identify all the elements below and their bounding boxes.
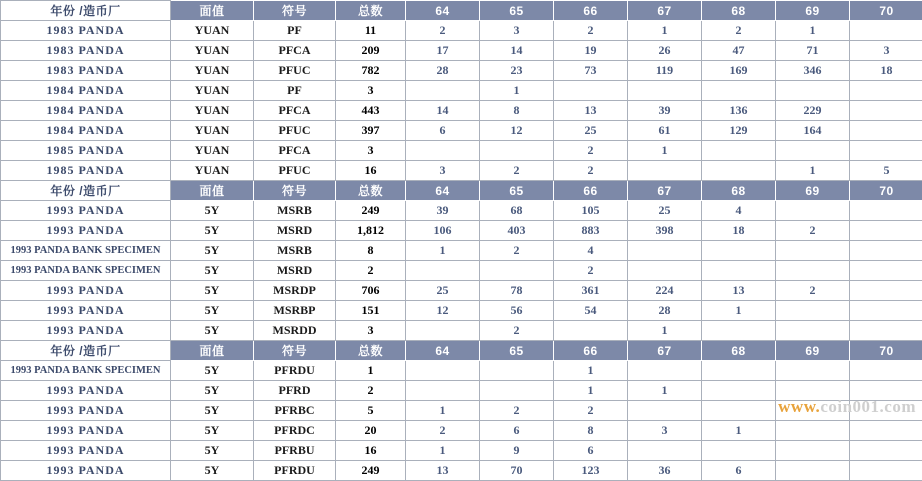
cell-value: YUAN	[171, 161, 254, 181]
cell-value: 403	[480, 221, 554, 241]
cell-year-mint: 1983 PANDA	[1, 41, 171, 61]
cell-value: 39	[628, 101, 702, 121]
cell-value	[628, 361, 702, 381]
table-row	[1, 41, 922, 61]
cell-value	[850, 141, 922, 161]
cell-year-mint: 1993 PANDA	[1, 321, 171, 341]
cell-value: 106	[406, 221, 480, 241]
cell-value: 6	[702, 461, 776, 481]
cell-value	[776, 441, 850, 461]
cell-value: YUAN	[171, 41, 254, 61]
table-row	[1, 81, 922, 101]
cell-value: MSRD	[254, 221, 336, 241]
cell-value: 2	[406, 421, 480, 441]
cell-year-mint: 1993 PANDA	[1, 461, 171, 481]
column-header: 年份 /造币厂	[1, 1, 171, 21]
column-header: 符号	[254, 341, 336, 361]
cell-value: 5Y	[171, 221, 254, 241]
cell-value: PFRBC	[254, 401, 336, 421]
cell-value: 4	[554, 241, 628, 261]
cell-value: YUAN	[171, 21, 254, 41]
cell-value: MSRB	[254, 241, 336, 261]
cell-value: 1	[628, 381, 702, 401]
cell-value: 1	[554, 361, 628, 381]
cell-value: 70	[480, 461, 554, 481]
column-header: 64	[406, 341, 480, 361]
table-row	[1, 121, 922, 141]
cell-value: 28	[406, 61, 480, 81]
cell-value	[776, 361, 850, 381]
cell-year-mint: 1985 PANDA	[1, 141, 171, 161]
cell-value: 5Y	[171, 261, 254, 281]
cell-value	[702, 241, 776, 261]
cell-value: 1	[702, 301, 776, 321]
cell-value: PFCA	[254, 101, 336, 121]
cell-value	[702, 161, 776, 181]
table-row	[1, 441, 922, 461]
column-header: 64	[406, 181, 480, 201]
cell-value: PFRDU	[254, 361, 336, 381]
cell-year-mint: 1993 PANDA	[1, 381, 171, 401]
cell-value: YUAN	[171, 121, 254, 141]
cell-value	[628, 241, 702, 261]
cell-value: PFUC	[254, 61, 336, 81]
cell-value	[702, 81, 776, 101]
cell-value: 5Y	[171, 381, 254, 401]
column-header: 68	[702, 341, 776, 361]
table-row	[1, 61, 922, 81]
cell-value: 249	[336, 201, 406, 221]
cell-value	[554, 81, 628, 101]
cell-value: 5Y	[171, 281, 254, 301]
cell-value	[628, 261, 702, 281]
cell-value	[776, 241, 850, 261]
cell-value: 1	[406, 401, 480, 421]
cell-value: 5Y	[171, 301, 254, 321]
cell-value	[702, 381, 776, 401]
cell-value: 229	[776, 101, 850, 121]
cell-value: 1	[702, 421, 776, 441]
cell-value: 2	[554, 21, 628, 41]
cell-value	[850, 461, 922, 481]
table-row	[1, 281, 922, 301]
cell-value: PFRDU	[254, 461, 336, 481]
cell-value	[850, 101, 922, 121]
column-header: 69	[776, 181, 850, 201]
cell-value: 5	[850, 161, 922, 181]
cell-value: 8	[554, 421, 628, 441]
cell-value: MSRBP	[254, 301, 336, 321]
cell-value: 12	[406, 301, 480, 321]
cell-year-mint: 1993 PANDA	[1, 201, 171, 221]
cell-year-mint: 1984 PANDA	[1, 121, 171, 141]
cell-value	[776, 141, 850, 161]
cell-value	[850, 441, 922, 461]
cell-value: 23	[480, 61, 554, 81]
table-row	[1, 101, 922, 121]
cell-value: 346	[776, 61, 850, 81]
cell-value: 78	[480, 281, 554, 301]
table-row	[1, 461, 922, 481]
cell-value	[776, 421, 850, 441]
cell-value: MSRDP	[254, 281, 336, 301]
cell-value	[406, 381, 480, 401]
cell-value: 5Y	[171, 441, 254, 461]
cell-value: 26	[628, 41, 702, 61]
table-row	[1, 241, 922, 261]
cell-value	[776, 461, 850, 481]
column-header: 67	[628, 181, 702, 201]
cell-year-mint: 1993 PANDA BANK SPECIMEN	[1, 361, 171, 381]
cell-value: 3	[480, 21, 554, 41]
cell-value	[776, 321, 850, 341]
cell-value	[406, 81, 480, 101]
cell-value: 2	[336, 261, 406, 281]
cell-value: 782	[336, 61, 406, 81]
cell-value: 164	[776, 121, 850, 141]
cell-year-mint: 1983 PANDA	[1, 61, 171, 81]
cell-value: 9	[480, 441, 554, 461]
column-header: 66	[554, 341, 628, 361]
cell-year-mint: 1993 PANDA	[1, 281, 171, 301]
cell-value	[406, 361, 480, 381]
cell-value: 706	[336, 281, 406, 301]
cell-value	[628, 161, 702, 181]
cell-value: 20	[336, 421, 406, 441]
cell-value: 61	[628, 121, 702, 141]
cell-value: 39	[406, 201, 480, 221]
cell-value: 28	[628, 301, 702, 321]
column-header: 面值	[171, 341, 254, 361]
cell-year-mint: 1993 PANDA	[1, 421, 171, 441]
cell-value	[480, 381, 554, 401]
cell-value: PFRBU	[254, 441, 336, 461]
cell-value: 2	[406, 21, 480, 41]
cell-value: 36	[628, 461, 702, 481]
cell-value: 2	[480, 321, 554, 341]
table-row	[1, 261, 922, 281]
column-header: 总数	[336, 181, 406, 201]
cell-value: 1	[336, 361, 406, 381]
cell-value: 25	[406, 281, 480, 301]
column-header: 总数	[336, 1, 406, 21]
cell-value: 5	[336, 401, 406, 421]
cell-value: 119	[628, 61, 702, 81]
watermark-domain: coin001.com	[820, 397, 916, 416]
cell-value: YUAN	[171, 81, 254, 101]
column-header: 69	[776, 341, 850, 361]
cell-value	[628, 401, 702, 421]
cell-value: 224	[628, 281, 702, 301]
cell-value: 5Y	[171, 401, 254, 421]
cell-value: 361	[554, 281, 628, 301]
column-header: 69	[776, 1, 850, 21]
table-row	[1, 161, 922, 181]
cell-value: 11	[336, 21, 406, 41]
cell-value: MSRB	[254, 201, 336, 221]
column-header: 65	[480, 1, 554, 21]
cell-value: 2	[776, 281, 850, 301]
cell-value: 443	[336, 101, 406, 121]
table-header-row	[1, 181, 922, 201]
cell-value	[702, 261, 776, 281]
cell-value: MSRD	[254, 261, 336, 281]
cell-value: 1	[776, 21, 850, 41]
column-header: 年份 /造币厂	[1, 341, 171, 361]
cell-value: 14	[406, 101, 480, 121]
cell-value	[850, 421, 922, 441]
column-header: 符号	[254, 1, 336, 21]
cell-value	[702, 361, 776, 381]
cell-value: 136	[702, 101, 776, 121]
cell-value: 68	[480, 201, 554, 221]
cell-value: 12	[480, 121, 554, 141]
cell-value: 3	[850, 41, 922, 61]
column-header: 70	[850, 1, 922, 21]
cell-value	[850, 201, 922, 221]
column-header: 66	[554, 181, 628, 201]
cell-value: 129	[702, 121, 776, 141]
cell-value: 5Y	[171, 421, 254, 441]
column-header: 总数	[336, 341, 406, 361]
cell-value: 14	[480, 41, 554, 61]
cell-year-mint: 1993 PANDA	[1, 301, 171, 321]
cell-value: 18	[850, 61, 922, 81]
cell-value: 5Y	[171, 461, 254, 481]
table-row	[1, 201, 922, 221]
cell-value: 6	[480, 421, 554, 441]
cell-value: 73	[554, 61, 628, 81]
cell-value: 3	[406, 161, 480, 181]
cell-value: 3	[628, 421, 702, 441]
cell-value: 54	[554, 301, 628, 321]
cell-value: 2	[554, 141, 628, 161]
column-header: 67	[628, 341, 702, 361]
cell-value: YUAN	[171, 61, 254, 81]
cell-value: 883	[554, 221, 628, 241]
cell-value	[850, 21, 922, 41]
cell-value: 3	[336, 141, 406, 161]
column-header: 68	[702, 181, 776, 201]
column-header: 70	[850, 181, 922, 201]
table-row	[1, 321, 922, 341]
column-header: 64	[406, 1, 480, 21]
cell-value: 1	[776, 161, 850, 181]
cell-value	[850, 321, 922, 341]
cell-value: PFCA	[254, 141, 336, 161]
cell-value: 1	[406, 441, 480, 461]
column-header: 年份 /造币厂	[1, 181, 171, 201]
cell-year-mint: 1984 PANDA	[1, 101, 171, 121]
cell-value	[776, 201, 850, 221]
cell-value	[776, 381, 850, 401]
cell-value	[480, 261, 554, 281]
table-row	[1, 361, 922, 381]
cell-value	[850, 221, 922, 241]
table-row	[1, 421, 922, 441]
cell-value	[406, 141, 480, 161]
cell-year-mint: 1985 PANDA	[1, 161, 171, 181]
cell-value: 71	[776, 41, 850, 61]
cell-value	[776, 81, 850, 101]
cell-value: 18	[702, 221, 776, 241]
table-row	[1, 381, 922, 401]
cell-value	[702, 441, 776, 461]
cell-value	[406, 321, 480, 341]
cell-value: 5Y	[171, 241, 254, 261]
cell-value: 5Y	[171, 201, 254, 221]
cell-value: MSRDD	[254, 321, 336, 341]
cell-value: PFRD	[254, 381, 336, 401]
table-row	[1, 401, 922, 421]
table-row	[1, 301, 922, 321]
cell-value: YUAN	[171, 141, 254, 161]
column-header: 68	[702, 1, 776, 21]
cell-value: 2	[554, 161, 628, 181]
table-row	[1, 21, 922, 41]
cell-value	[776, 401, 850, 421]
cell-value: 151	[336, 301, 406, 321]
cell-value: 3	[336, 81, 406, 101]
cell-value: 13	[406, 461, 480, 481]
cell-value: 397	[336, 121, 406, 141]
column-header: 66	[554, 1, 628, 21]
cell-value: 5Y	[171, 321, 254, 341]
cell-value: 2	[554, 261, 628, 281]
cell-value	[702, 401, 776, 421]
column-header: 面值	[171, 181, 254, 201]
cell-value: 1,812	[336, 221, 406, 241]
cell-value: 6	[554, 441, 628, 461]
cell-value: 2	[336, 381, 406, 401]
cell-value	[850, 241, 922, 261]
cell-value	[850, 81, 922, 101]
cell-value	[702, 321, 776, 341]
cell-year-mint: 1984 PANDA	[1, 81, 171, 101]
cell-value	[850, 401, 922, 421]
cell-value	[406, 261, 480, 281]
column-header: 面值	[171, 1, 254, 21]
cell-value	[554, 321, 628, 341]
cell-value: PF	[254, 81, 336, 101]
cell-value: 13	[702, 281, 776, 301]
cell-year-mint: 1993 PANDA	[1, 401, 171, 421]
cell-value: 169	[702, 61, 776, 81]
cell-value: 209	[336, 41, 406, 61]
cell-value: 1	[628, 141, 702, 161]
cell-value	[776, 301, 850, 321]
cell-value: 25	[554, 121, 628, 141]
cell-value: 1	[480, 81, 554, 101]
cell-value: 25	[628, 201, 702, 221]
cell-year-mint: 1993 PANDA BANK SPECIMEN	[1, 241, 171, 261]
cell-value	[702, 141, 776, 161]
table-header-row	[1, 1, 922, 21]
cell-value: 249	[336, 461, 406, 481]
cell-value: PF	[254, 21, 336, 41]
cell-value: 2	[480, 161, 554, 181]
cell-value	[480, 361, 554, 381]
cell-value: 16	[336, 161, 406, 181]
cell-value: 2	[776, 221, 850, 241]
cell-value: 1	[628, 21, 702, 41]
cell-value: 1	[406, 241, 480, 261]
column-header: 65	[480, 341, 554, 361]
cell-value: 16	[336, 441, 406, 461]
cell-value: PFRDC	[254, 421, 336, 441]
watermark-prefix: www.	[778, 397, 820, 416]
column-header: 70	[850, 341, 922, 361]
cell-value	[628, 441, 702, 461]
cell-value	[850, 361, 922, 381]
cell-value: 56	[480, 301, 554, 321]
cell-value: 1	[554, 381, 628, 401]
cell-value	[850, 281, 922, 301]
cell-value: 2	[480, 241, 554, 261]
table-row	[1, 141, 922, 161]
cell-value: 105	[554, 201, 628, 221]
cell-value: 1	[628, 321, 702, 341]
cell-value: 19	[554, 41, 628, 61]
cell-value: 47	[702, 41, 776, 61]
cell-value: 123	[554, 461, 628, 481]
cell-year-mint: 1993 PANDA BANK SPECIMEN	[1, 261, 171, 281]
cell-value	[850, 381, 922, 401]
column-header: 符号	[254, 181, 336, 201]
column-header: 65	[480, 181, 554, 201]
table-header-row	[1, 341, 922, 361]
cell-value: PFUC	[254, 161, 336, 181]
cell-year-mint: 1993 PANDA	[1, 441, 171, 461]
cell-value: PFUC	[254, 121, 336, 141]
table-row	[1, 221, 922, 241]
cell-year-mint: 1983 PANDA	[1, 21, 171, 41]
cell-value: 2	[480, 401, 554, 421]
cell-value	[850, 121, 922, 141]
table-body	[1, 1, 922, 481]
cell-value	[850, 261, 922, 281]
cell-value: 398	[628, 221, 702, 241]
cell-value	[628, 81, 702, 101]
cell-value: 3	[336, 321, 406, 341]
cell-year-mint: 1993 PANDA	[1, 221, 171, 241]
cell-value: 4	[702, 201, 776, 221]
cell-value: 6	[406, 121, 480, 141]
cell-value	[850, 301, 922, 321]
cell-value	[776, 261, 850, 281]
cell-value: PFCA	[254, 41, 336, 61]
cell-value: YUAN	[171, 101, 254, 121]
cell-value: 17	[406, 41, 480, 61]
cell-value: 5Y	[171, 361, 254, 381]
cell-value	[480, 141, 554, 161]
cell-value: 13	[554, 101, 628, 121]
cell-value: 8	[336, 241, 406, 261]
cell-value: 2	[554, 401, 628, 421]
cell-value: 8	[480, 101, 554, 121]
column-header: 67	[628, 1, 702, 21]
cell-value: 2	[702, 21, 776, 41]
